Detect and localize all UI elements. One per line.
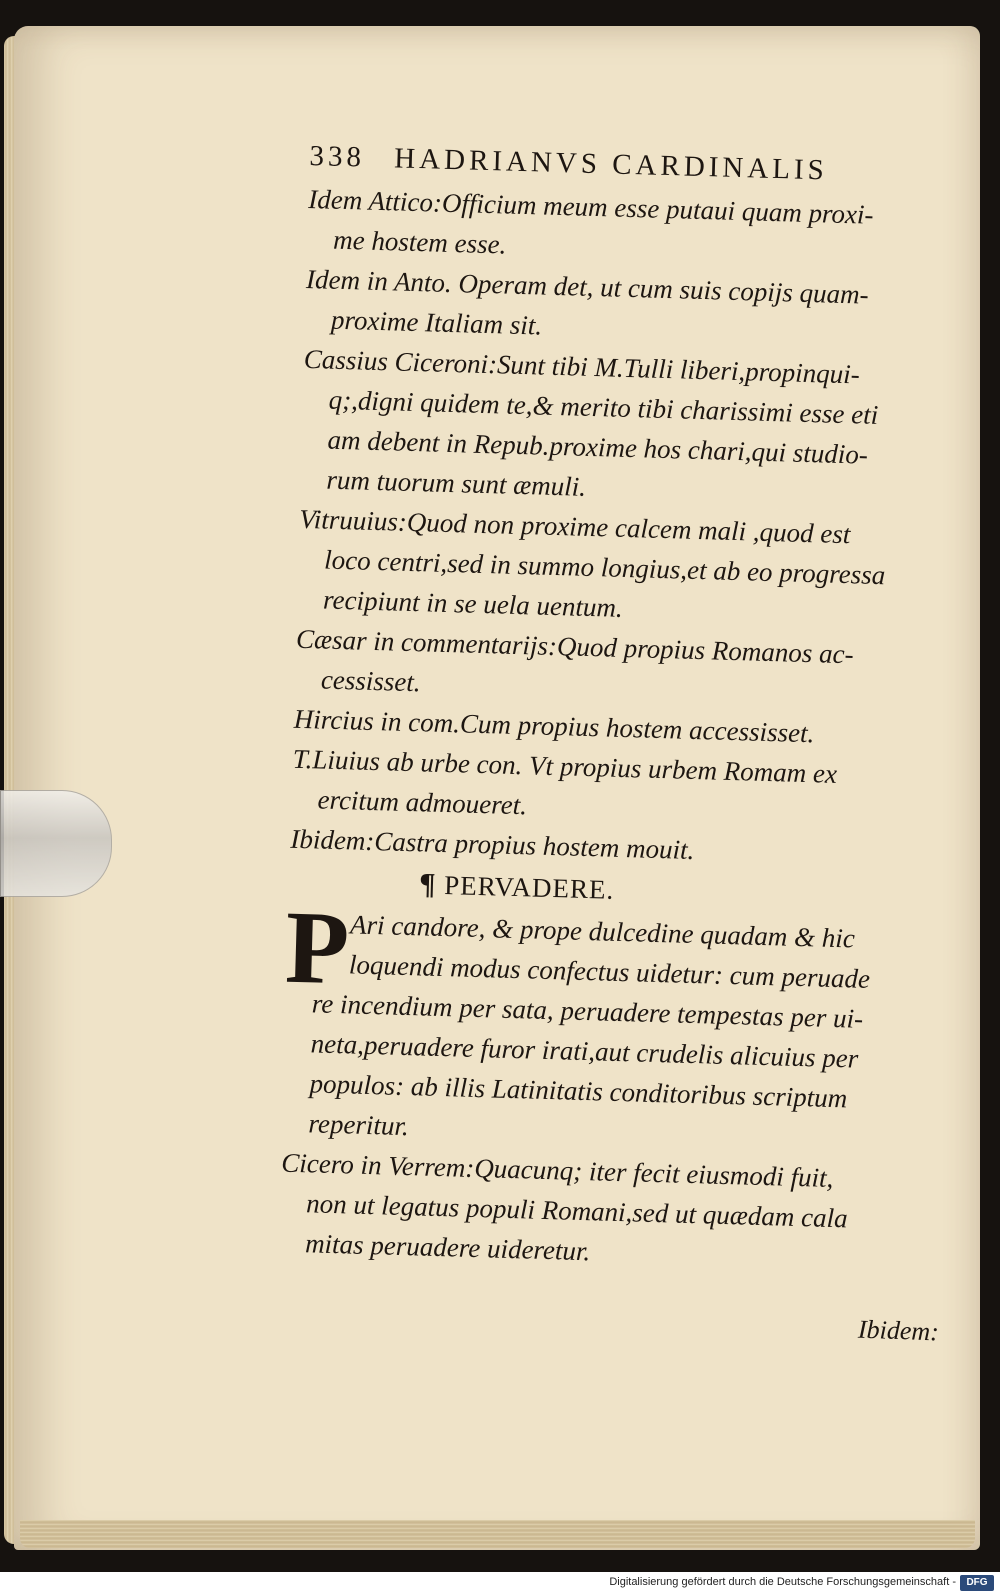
entry-line: am debent in Repub.proxime hos chari,qui studio- [327,424,869,470]
entries-after [279,1143,932,1281]
catchword: Ibidem: [857,1314,940,1347]
drop-cap: P [283,889,351,1007]
entry-line: recipiunt in se uela uentum. [322,584,624,623]
entry-line: Cassius Ciceroni:Sunt tibi M.Tulli liberi,propinqui- [303,343,861,390]
paragraph-line: Ari candore, & prope dulcedine quadam & hic [349,909,856,954]
dfg-logo-icon: DFG [960,1575,994,1591]
page-number: 338 [309,140,366,174]
digitization-footer [0,1572,1000,1595]
paragraph-line: neta,peruadere furor irati,aut crudelis alicuius per [310,1028,859,1074]
paragraph-line: re incendium per sata, peruadere tempestas per ui- [311,988,864,1034]
initial-paragraph [282,889,938,1161]
entry-line: loco centri,sed in summo longius,et ab eo progressa [323,544,886,591]
footer-credit: Digitalisierung gefördert durch die Deutsche Forschungsgemeinschaft - [609,1576,956,1588]
paragraph-line: reperitur. [308,1108,410,1142]
pilcrow-icon: ¶ [418,867,437,901]
entry-line: ercitum admoueret. [317,784,528,821]
entries-before [290,179,959,877]
entry-line: mitas peruadere uideretur. [304,1228,591,1267]
entry-line: Cicero in Verrem:Quacunq; iter fecit eiusmodi fuit, [281,1147,834,1194]
entry-line: Idem in Anto. Operam det, ut cum suis copijs quam- [305,263,870,310]
page-clip [0,790,112,897]
page-edges-bottom [20,1520,975,1548]
entry-line: Ibidem:Castra propius hostem mouit. [290,823,695,866]
section-heading-text: PERVADERE. [443,870,615,905]
entry [300,339,954,517]
entry-line: rum tuorum sunt æmuli. [326,464,587,502]
entry-line: proxime Italiam sit. [330,304,543,341]
entry-line: T.Liuius ab urbe con. Vt propius urbem Romam ex [292,743,838,789]
entry-line: me hostem esse. [332,224,507,260]
entry-line: Hircius in com.Cum propius hostem accessisset. [293,703,815,749]
entry-line: non ut legatus populi Romani,sed ut quædam cala [305,1188,849,1234]
page-text [279,140,960,1281]
entry-line: Idem Attico:Officium meum esse putaui quam proxi- [307,183,874,230]
entry-line: cessisset. [320,664,422,698]
entry [279,1143,932,1281]
entry-line: Cæsar in commentarijs:Quod propius Romanos ac- [295,623,855,670]
running-title: HADRIANVS CARDINALIS [393,142,829,187]
entry-line: q;,digni quidem te,& merito tibi charissimi esse eti [328,384,879,430]
entry [297,499,950,637]
paragraph-line: populos: ab illis Latinitatis conditoribus scriptum [309,1068,848,1114]
paragraph-line: loquendi modus confectus uidetur: cum peruade [348,949,871,994]
entry-line: Vitruuius:Quod non proxime calcem mali ,quod est [298,503,851,550]
